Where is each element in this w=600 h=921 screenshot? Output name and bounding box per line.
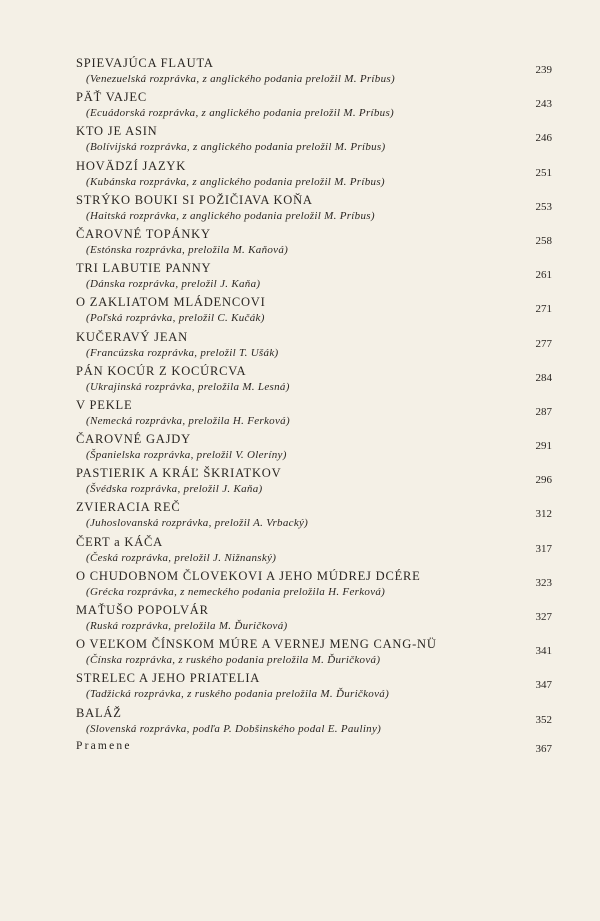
entry-subtitle: (Kubánska rozprávka, z anglického podania preložil M. Príbus): [86, 175, 385, 188]
toc-entry: [76, 671, 552, 705]
entry-page-number: 253: [535, 200, 552, 213]
entry-title: O VEĽKOM ČÍNSKOM MÚRE A VERNEJ MENG CANG-NÜ: [76, 637, 437, 652]
toc-entry: [76, 261, 552, 295]
entry-page-number: 367: [535, 742, 552, 755]
toc-entry: [76, 569, 552, 603]
entry-page-number: 352: [535, 713, 552, 726]
toc-entry: [76, 193, 552, 227]
entry-subtitle: (Poľská rozprávka, preložil C. Kučák): [86, 312, 265, 325]
entry-title: MAŤUŠO POPOLVÁR: [76, 603, 209, 617]
entry-title: STRELEC A JEHO PRIATELIA: [76, 671, 261, 686]
toc-entry: [76, 364, 552, 398]
toc-entry: [76, 159, 552, 193]
entry-subtitle: (Grécka rozprávka, z nemeckého podania preložila H. Ferková): [86, 585, 386, 598]
entry-subtitle: (Ruská rozprávka, preložila M. Ďuričková): [86, 620, 288, 632]
entry-title: ČERT a KÁČA: [76, 534, 163, 549]
entry-page-number: 246: [535, 132, 552, 145]
entry-title: ČAROVNÉ TOPÁNKY: [76, 226, 211, 241]
entry-page-number: 243: [535, 98, 552, 111]
entry-subtitle: (Slovenská rozprávka, podľa P. Dobšinského podal E. Pauliny): [86, 722, 382, 735]
entry-subtitle: (Francúzska rozprávka, preložil T. Ušák): [86, 346, 279, 359]
entry-page-number: 323: [535, 576, 552, 589]
entry-page-number: 277: [535, 337, 552, 350]
entry-page-number: 312: [535, 508, 552, 521]
toc-entry: [76, 56, 552, 90]
entry-page-number: 317: [535, 542, 552, 555]
entry-subtitle: (Nemecká rozprávka, preložila H. Ferková): [86, 414, 290, 427]
entry-subtitle: (Ecuádorská rozprávka, z anglického podania preložil M. Príbus): [86, 107, 395, 120]
entry-subtitle: (Španielska rozprávka, preložil V. Oleríny): [86, 449, 287, 462]
entry-page-number: 327: [535, 611, 552, 623]
toc-entry-sources: [76, 740, 552, 774]
entry-page-number: 296: [535, 474, 552, 487]
entry-page-number: 341: [535, 645, 552, 658]
toc-entry: [76, 398, 552, 432]
toc-entry: [76, 330, 552, 364]
entry-subtitle: (Estónska rozprávka, preložila M. Kaňová): [86, 243, 289, 256]
entry-page-number: 239: [535, 64, 552, 76]
entry-page-number: 271: [535, 303, 552, 316]
toc-entry: [76, 227, 552, 261]
toc-entry: [76, 706, 552, 740]
entry-subtitle: (Venezuelská rozprávka, z anglického podania preložil M. Príbus): [86, 73, 395, 85]
entry-title: ZVIERACIA REČ: [76, 500, 181, 515]
toc-entry: [76, 535, 552, 569]
entry-subtitle: (Ukrajinská rozprávka, preložila M. Lesná): [86, 380, 290, 393]
entry-title: TRI LABUTIE PANNY: [76, 261, 212, 276]
entry-title: V PEKLE: [76, 397, 133, 412]
entry-subtitle: (Česká rozprávka, preložil J. Nižnanský): [86, 551, 277, 564]
entry-subtitle: (Haitská rozprávka, z anglického podania preložil M. Príbus): [86, 209, 375, 222]
entry-subtitle: (Dánska rozprávka, preložil J. Kaňa): [86, 278, 261, 291]
entry-page-number: 284: [535, 371, 552, 384]
entry-title: BALÁŽ: [76, 705, 122, 720]
toc-entry: [76, 295, 552, 329]
entry-title: Pramene: [76, 739, 132, 752]
entry-subtitle: (Juhoslovanská rozprávka, preložil A. Vrbacký): [86, 517, 309, 530]
toc-entry: [76, 124, 552, 158]
entry-title: PÁN KOCÚR Z KOCÚRCVA: [76, 363, 247, 378]
toc-entry: [76, 603, 552, 637]
toc-entry: [76, 637, 552, 671]
entry-title: SPIEVAJÚCA FLAUTA: [76, 56, 214, 70]
entry-title: PASTIERIK A KRÁĽ ŠKRIATKOV: [76, 466, 282, 481]
toc-entry: [76, 466, 552, 500]
toc-entry: [76, 500, 552, 534]
entry-title: STRÝKO BOUKI SI POŽIČIAVA KOŇA: [76, 192, 313, 207]
entry-subtitle: (Čínska rozprávka, z ruského podania preložila M. Ďuričková): [86, 654, 381, 667]
entry-title: O ZAKLIATOM MLÁDENCOVI: [76, 295, 266, 310]
entry-page-number: 261: [535, 269, 552, 282]
entry-title: PÄŤ VAJEC: [76, 90, 147, 105]
entry-page-number: 347: [535, 679, 552, 692]
entry-title: O CHUDOBNOM ČLOVEKOVI A JEHO MÚDREJ DCÉRE: [76, 568, 421, 583]
entry-page-number: 258: [535, 234, 552, 247]
entry-title: ČAROVNÉ GAJDY: [76, 432, 191, 447]
entry-subtitle: (Tadžická rozprávka, z ruského podania preložila M. Ďuričková): [86, 688, 390, 701]
entry-page-number: 291: [535, 440, 552, 453]
entry-page-number: 251: [535, 166, 552, 179]
entry-subtitle: (Bolívijská rozprávka, z anglického podania preložil M. Príbus): [86, 141, 386, 154]
toc-entry: [76, 90, 552, 124]
entry-page-number: 287: [535, 405, 552, 418]
entry-title: KUČERAVÝ JEAN: [76, 329, 188, 344]
entry-title: HOVÄDZÍ JAZYK: [76, 158, 187, 173]
toc-entry: [76, 432, 552, 466]
entry-subtitle: (Švédska rozprávka, preložil J. Kaňa): [86, 483, 263, 496]
entry-title: KTO JE ASIN: [76, 124, 158, 139]
